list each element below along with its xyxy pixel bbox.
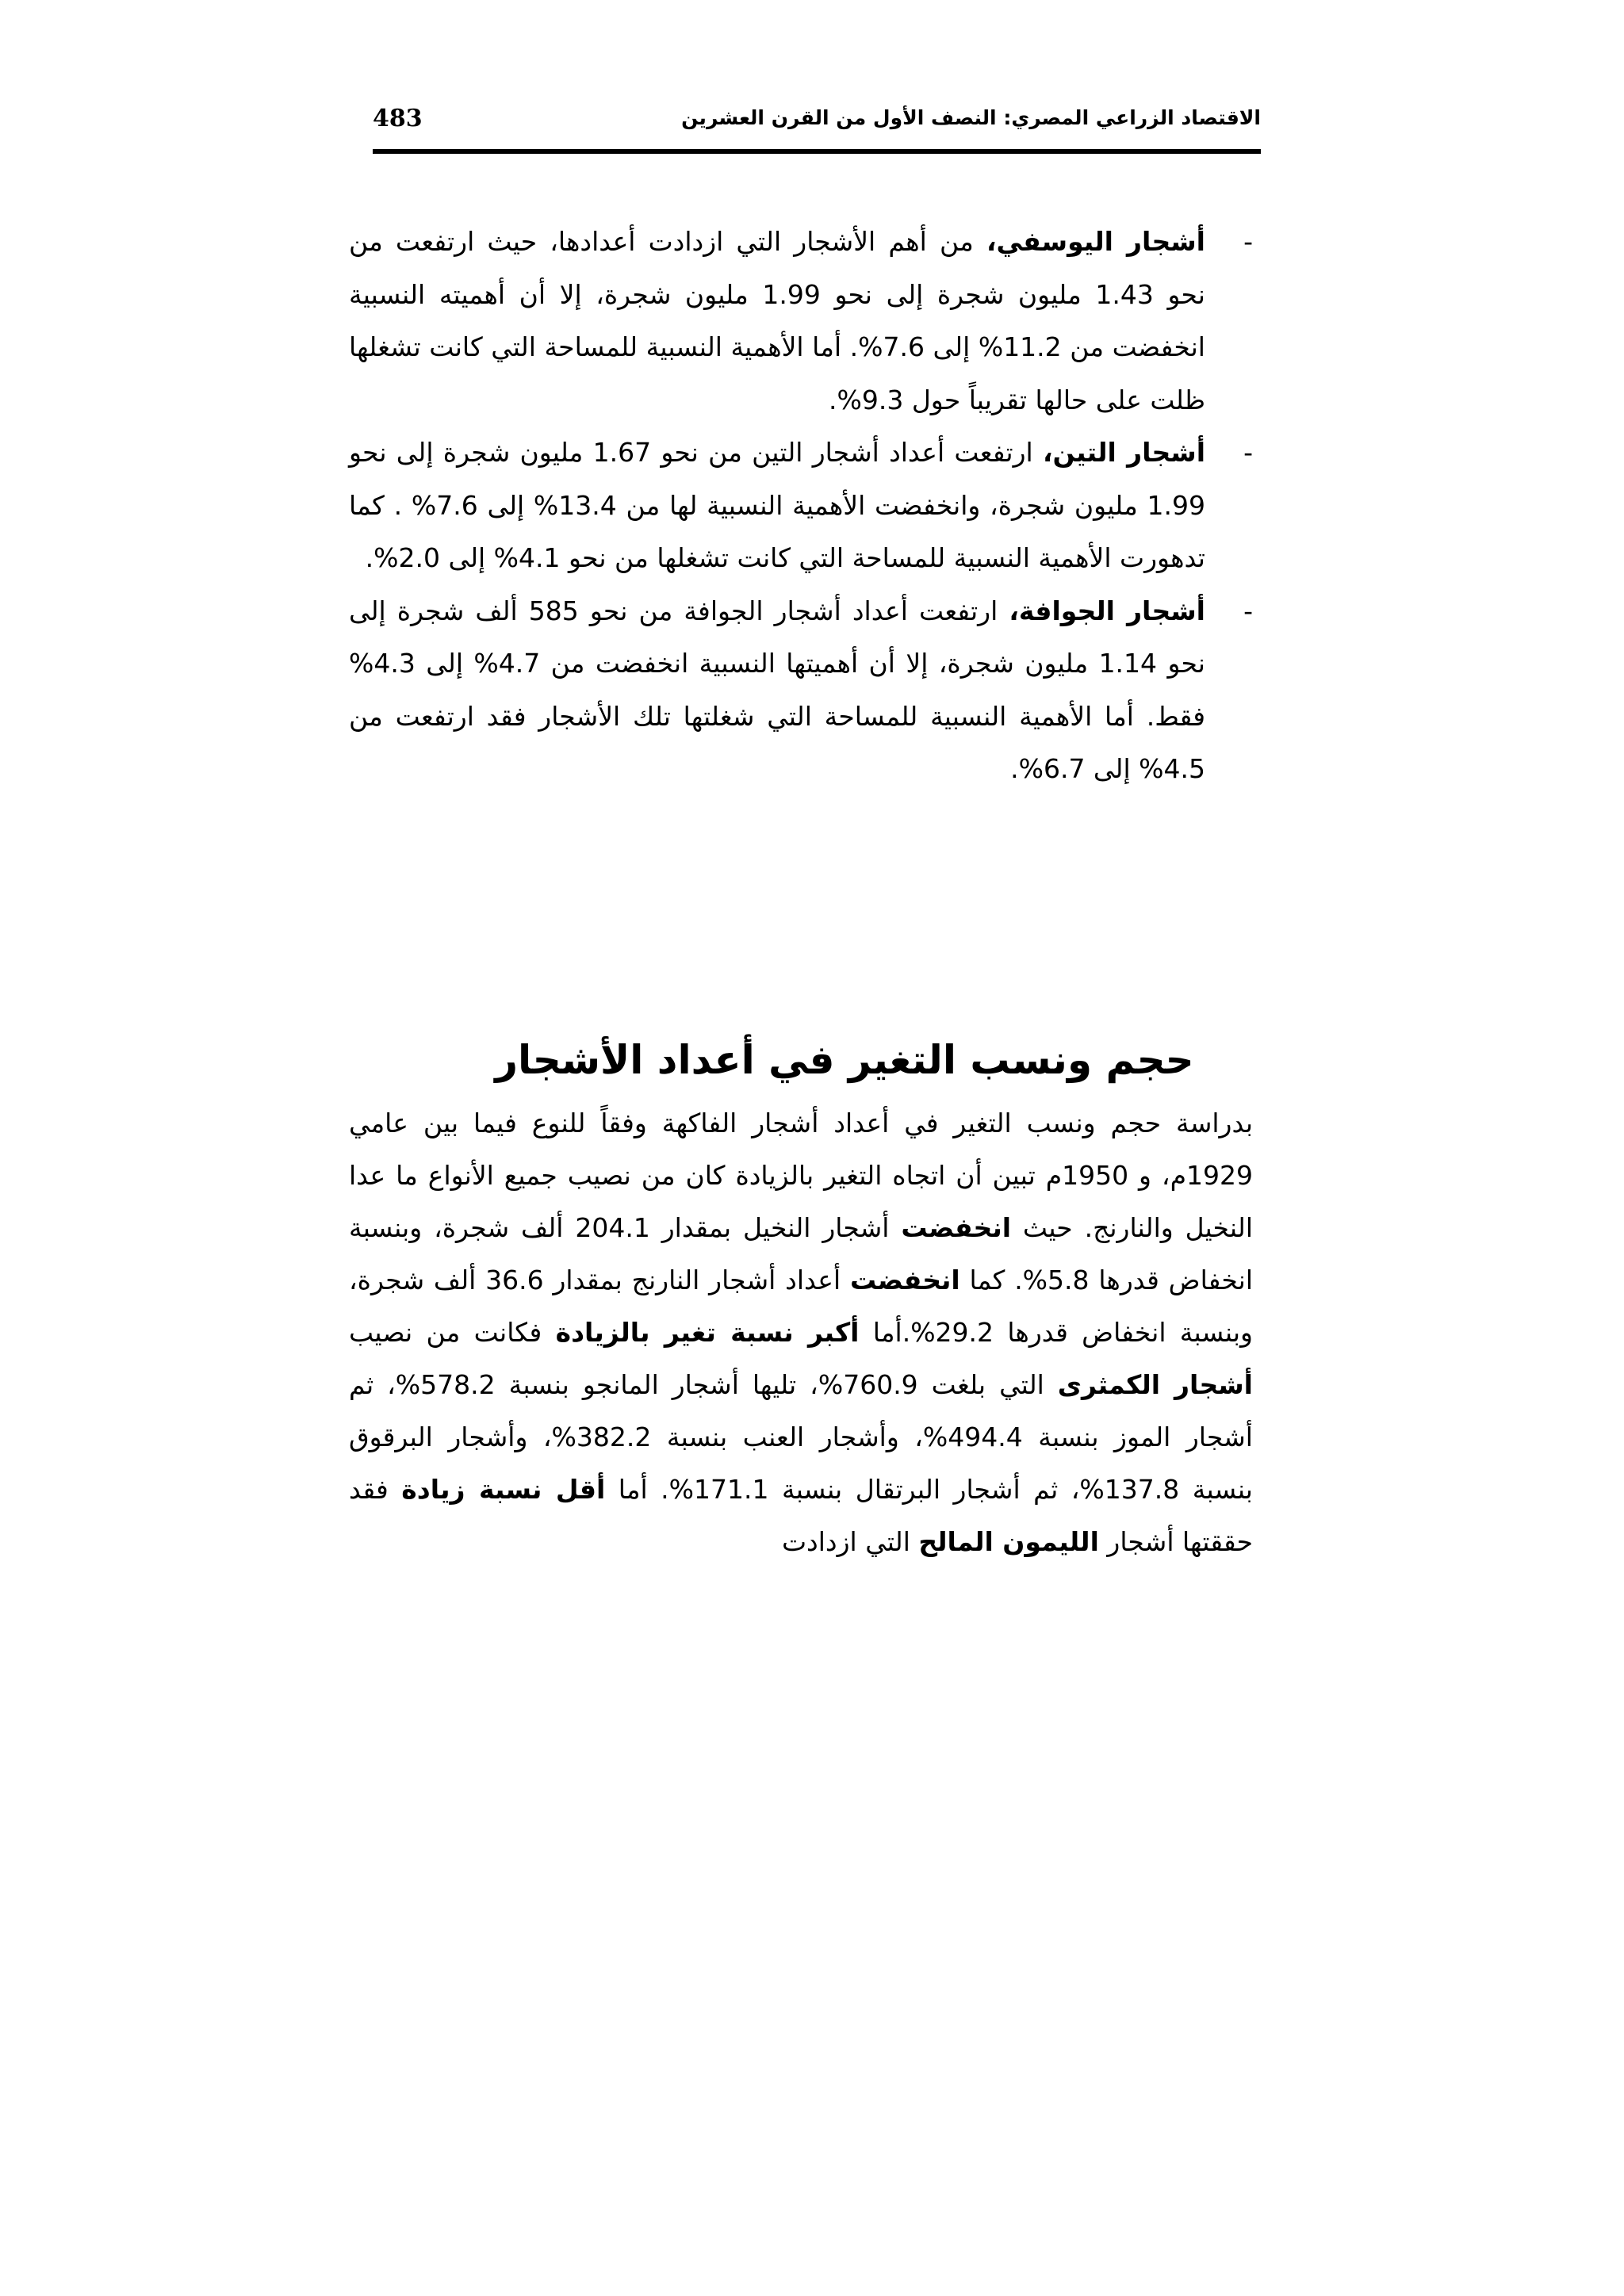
bullet-item-fig xyxy=(349,427,1253,585)
paragraph-text: أشجار النخيل بمقدار 204.1 ألف شجرة، وبنسبة انخفاض قدرها 5.8%. كما xyxy=(349,1212,1253,1295)
bullet-dash: - xyxy=(1243,595,1253,626)
paragraph-text: التي بلغت 760.9%، تليها أشجار المانجو بنسبة 578.2%، ثم أشجار الموز بنسبة 494.4%، وأشجار العنب بنسبة 382.2%، وأشجار البرقوق بنسبة 137.8%، ثم أشجار البرتقال بنسبة 171.1%. أما xyxy=(349,1369,1253,1505)
running-title: الاقتصاد الزراعي المصري: النصف الأول من القرن العشرين xyxy=(681,106,1261,129)
paragraph-text: بدراسة حجم ونسب التغير في أعداد أشجار الفاكهة وفقاً للنوع فيما بين عامي 1929م، و 1950م تبين أن اتجاه التغير بالزيادة كان من نصيب جميع الأنواع ما عدا النخيل والنارنج. حيث xyxy=(349,1108,1253,1243)
bullet-text: ارتفعت أعداد أشجار التين من نحو 1.67 مليون شجرة إلى نحو 1.99 مليون شجرة، وانخفضت الأهمية النسبية لها من 13.4% إلى 7.6% . كما تدهورت الأهمية النسبية للمساحة التي كانت تشغلها من نحو 4.1% إلى 2.0%. xyxy=(349,437,1205,573)
bullet-item-guava xyxy=(349,585,1253,796)
paragraph-text: أعداد أشجار النارنج بمقدار 36.6 ألف شجرة، وبنسبة انخفاض قدرها 29.2%.أما xyxy=(349,1265,1253,1348)
paragraph-text: فكانت من نصيب xyxy=(349,1317,556,1348)
bullet-text: ارتفعت أعداد أشجار الجوافة من نحو 585 ألف شجرة إلى نحو 1.14 مليون شجرة، إلا أن أهميتها النسبية انخفضت من 4.7% إلى 4.3% فقط. أما الأهمية النسبية للمساحة التي شغلتها تلك الأشجار فقد ارتفعت من 4.5% إلى 6.7%. xyxy=(349,595,1205,784)
section-tree-change xyxy=(349,1034,1253,1568)
paragraph-bold: أكبر نسبة تغير بالزيادة xyxy=(555,1317,860,1348)
bullet-list xyxy=(349,216,1253,796)
bullet-item-tangerine xyxy=(349,216,1253,427)
paragraph-text: التي ازدادت xyxy=(781,1526,919,1557)
section-paragraph xyxy=(349,1097,1253,1568)
bullet-lead: أشجار اليوسفي، xyxy=(986,226,1205,257)
paragraph-bold: أشجار الكمثرى xyxy=(1057,1369,1253,1400)
bullet-dash: - xyxy=(1243,226,1253,257)
page-number: 483 xyxy=(373,105,423,132)
paragraph-bold: انخفضت xyxy=(850,1265,960,1295)
bullet-lead: أشجار التين، xyxy=(1042,437,1206,468)
paragraph-text: فقد حققتها أشجار xyxy=(349,1474,1253,1557)
paragraph-bold: أقل نسبة زيادة xyxy=(401,1474,606,1505)
bullet-lead: أشجار الجوافة، xyxy=(1009,595,1205,626)
paragraph-bold: انخفضت xyxy=(901,1212,1012,1243)
bullet-dash: - xyxy=(1243,437,1253,468)
paragraph-bold: الليمون المالح xyxy=(918,1526,1099,1557)
page-header xyxy=(373,101,1261,154)
section-heading: حجم ونسب التغير في أعداد الأشجار xyxy=(495,1037,1194,1083)
bullet-text: من أهم الأشجار التي ازدادت أعدادها، حيث ارتفعت من نحو 1.43 مليون شجرة إلى نحو 1.99 مليون شجرة، إلا أن أهميته النسبية انخفضت من 11.2% إلى 7.6%. أما الأهمية النسبية للمساحة التي كانت تشغلها ظلت على حالها تقريباً حول 9.3%. xyxy=(349,226,1205,415)
